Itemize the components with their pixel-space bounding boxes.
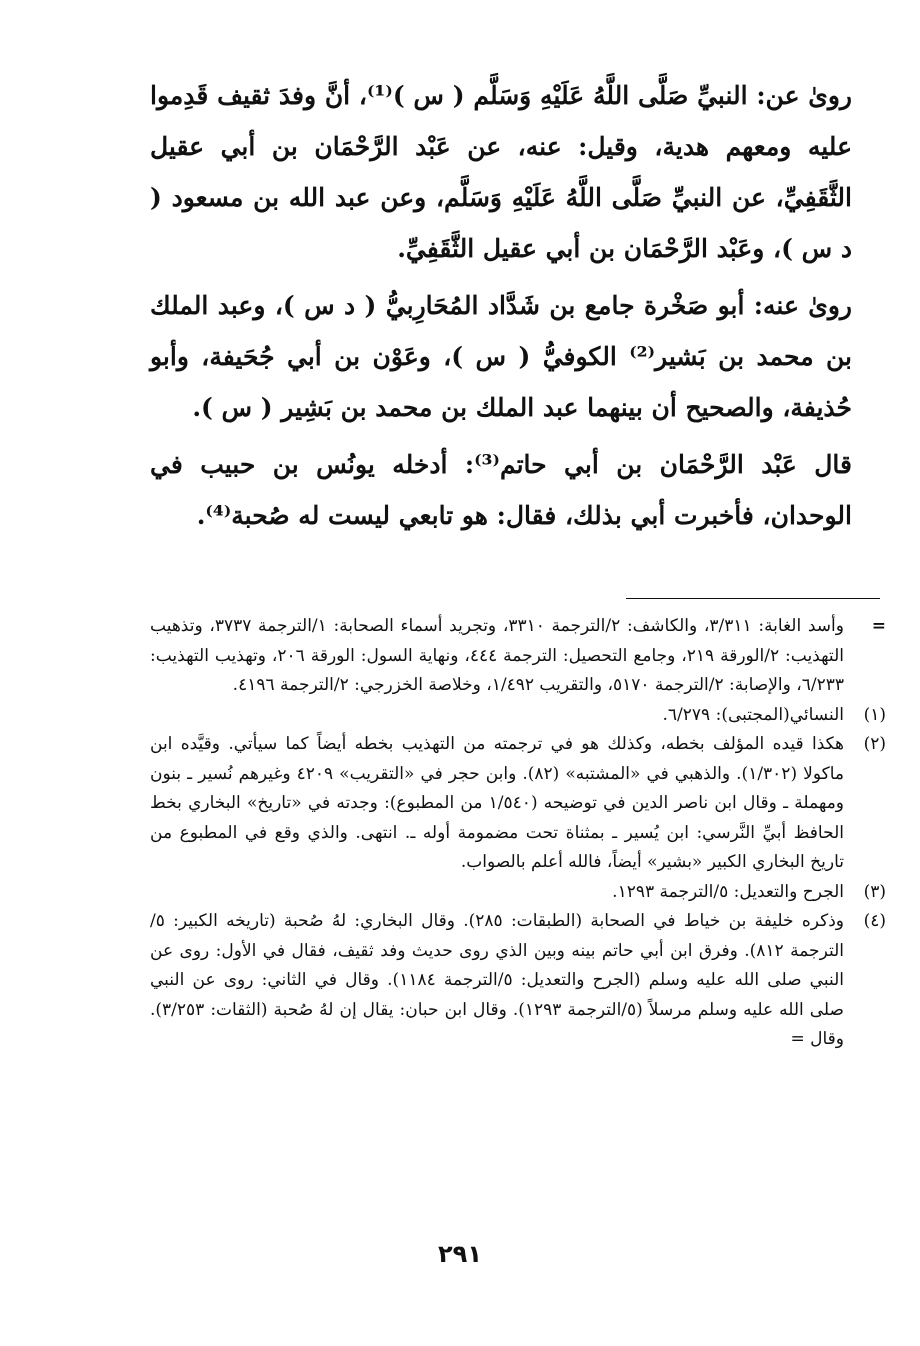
footnote-separator <box>626 598 880 599</box>
footnote-continuation <box>150 612 886 701</box>
page-number: ٢٩١ <box>438 1240 482 1268</box>
paragraph-abi-hatim: قال عَبْد الرَّحْمَان بن أبي حاتم⁽³⁾: أدخله يونُس بن حبيب في الوحدان، فأخبرت أبي بذلك، فقال: هو تابعي ليست له صُحبة⁽⁴⁾. <box>150 450 852 530</box>
footnote-text: النسائي(المجتبى): ٦/٢٧٩. <box>662 704 844 725</box>
footnote-3 <box>150 878 886 908</box>
footnote-4 <box>150 907 886 1055</box>
footnotes <box>150 612 886 1055</box>
main-text <box>150 70 852 547</box>
footnote-text: هكذا قيده المؤلف بخطه، وكذلك هو في ترجمته من التهذيب بخطه أيضاً كما سيأتي. وقيَّده ابن ماكولا (١/٣٠٢). والذهبي في «المشتبه» (٨٢). وابن حجر في «التقريب» ٤٢٠٩ وغيرهم نُسير ـ بنون ومهملة ـ وقال ابن ناصر الدين في توضيحه (١/٥٤٠ من المطبوع): وجدته في «تاريخ» البخاري بخط الحافظ أبيِّ النَّرسي: ابن يُسير ـ بمثناة تحت مضمومة أوله ـ. انتهى. والذي وقع في المطبوع من تاريخ البخاري الكبير «بشير» أيضاً، فالله أعلم بالصواب. <box>150 734 845 872</box>
paragraph-narrated-from: رویٰ عن: النبيِّ صَلَّى اللَّهُ عَلَيْهِ وَسَلَّم ( س )⁽¹⁾، أنَّ وفدَ ثقيف قَدِموا عليه ومعهم هدية، وقيل: عنه، عن عَبْد الرَّحْمَان بن أبي عقيل الثَّقَفِيِّ، عن النبيِّ صَلَّى اللَّهُ عَلَيْهِ وَسَلَّم، وعن عبد الله بن مسعود ( د س )، وعَبْد الرَّحْمَان بن أبي عقيل الثَّقَفِيِّ. <box>150 81 852 263</box>
footnote-number: (٤) <box>863 911 886 931</box>
footnote-marker: = <box>871 616 886 636</box>
footnote-number: (٣) <box>863 881 886 902</box>
paragraph-narrated-by: رویٰ عنه: أبو صَخْرة جامع بن شَدَّاد المُحَارِبيُّ ( د س )، وعبد الملك بن محمد بن بَشير⁽²⁾ الكوفيُّ ( س )، وعَوْن بن أبي جُحَيفة، وأبو حُذيفة، والصحيح أن بينهما عبد الملك بن محمد بن بَشِير ( س ). <box>150 291 852 422</box>
footnote-1 <box>150 701 886 731</box>
footnote-text: وأسد الغابة: ٣/٣١١، والكاشف: ٢/الترجمة ٣٣١٠، وتجريد أسماء الصحابة: ١/الترجمة ٣٧٣٧، وتذهيب التهذيب: ٢/الورقة ٢١٩، وجامع التحصيل: الترجمة ٤٤٤، ونهاية السول: الورقة ٢٠٦، وتهذيب التهذيب: ٦/٢٣٣، والإصابة: ٢/الترجمة ٥١٧٠، والتقريب ١/٤٩٢، وخلاصة الخزرجي: ٢/الترجمة ٤١٩٦. <box>150 616 844 695</box>
footnote-number: (١) <box>863 704 886 725</box>
footnote-text: وذكره خليفة بن خياط في الصحابة (الطبقات: ٢٨٥). وقال البخاري: لهُ صُحبة (تاريخه الكبير: ٥/الترجمة ٨١٢). وفرق ابن أبي حاتم بينه وبين الذي روى حديث وفد ثقيف، فقال في الأول: روى عن النبي صلى الله عليه وسلم (الجرح والتعديل: ٥/الترجمة ١١٨٤). وقال في الثاني: روى عن النبي صلى الله عليه وسلم مرسلاً (٥/الترجمة ١٢٩٣). وقال ابن حبان: يقال إن لهُ صُحبة (الثقات: ٣/٢٥٣). وقال = <box>150 911 845 1049</box>
footnote-text: الجرح والتعديل: ٥/الترجمة ١٢٩٣. <box>612 881 844 902</box>
footnote-number: (٢) <box>863 734 886 754</box>
footnote-2 <box>150 730 886 878</box>
